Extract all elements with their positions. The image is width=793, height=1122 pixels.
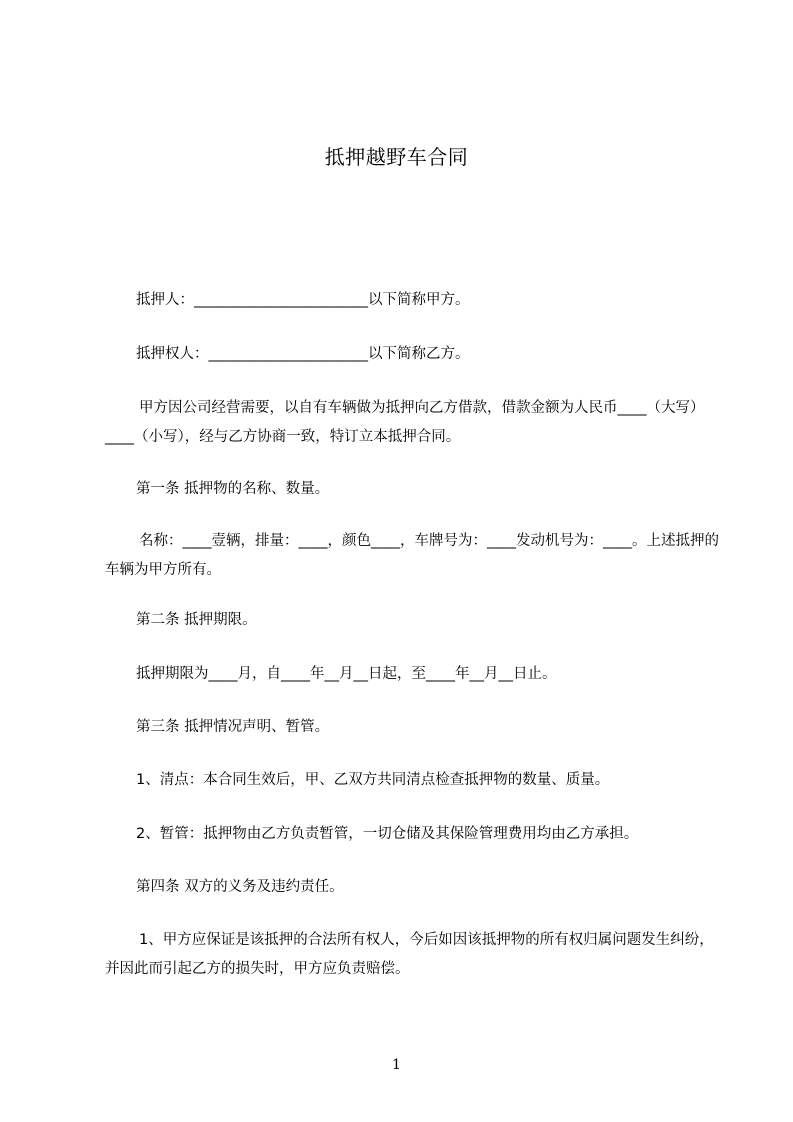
paragraph-inventory: 1、清点：本合同生效后，甲、乙双方共同清点检查抵押物的数量、质量。 bbox=[136, 772, 610, 788]
document-title: 抵押越野车合同 bbox=[324, 145, 469, 169]
heading-article-3: 第三条 抵押情况声明、暂管。 bbox=[136, 719, 330, 735]
paragraph-vehicle-details: 名称：____壹辆，排量：____，颜色____，车牌号为：____发动机号为：____。上述抵押的车辆为甲方所有。 bbox=[105, 533, 719, 578]
heading-article-1: 第一条 抵押物的名称、数量。 bbox=[136, 481, 330, 497]
heading-article-4: 第四条 双方的义务及违约责任。 bbox=[136, 879, 344, 895]
paragraph-obligations: 1、甲方应保证是该抵押的合法所有权人，今后如因该抵押物的所有权归属问题发生纠纷，并因此而引起乙方的损失时，甲方应负责赔偿。 bbox=[105, 932, 714, 977]
paragraph-purpose: 甲方因公司经营需要，以自有车辆做为抵押向乙方借款，借款金额为人民币____（大写）____（小写），经与乙方协商一致，特订立本抵押合同。 bbox=[105, 400, 705, 445]
paragraph-term: 抵押期限为____月，自____年__月__日起，至____年__月__日止。 bbox=[136, 666, 557, 682]
paragraph-custody: 2、暂管：抵押物由乙方负责暂管，一切仓储及其保险管理费用均由乙方承担。 bbox=[136, 826, 639, 842]
paragraph-pledgor: 抵押人：________________________以下简称甲方。 bbox=[136, 292, 470, 308]
paragraph-pledgee: 抵押权人：______________________以下简称乙方。 bbox=[136, 346, 470, 362]
page-number: 1 bbox=[392, 1057, 401, 1073]
heading-article-2: 第二条 抵押期限。 bbox=[136, 612, 257, 628]
